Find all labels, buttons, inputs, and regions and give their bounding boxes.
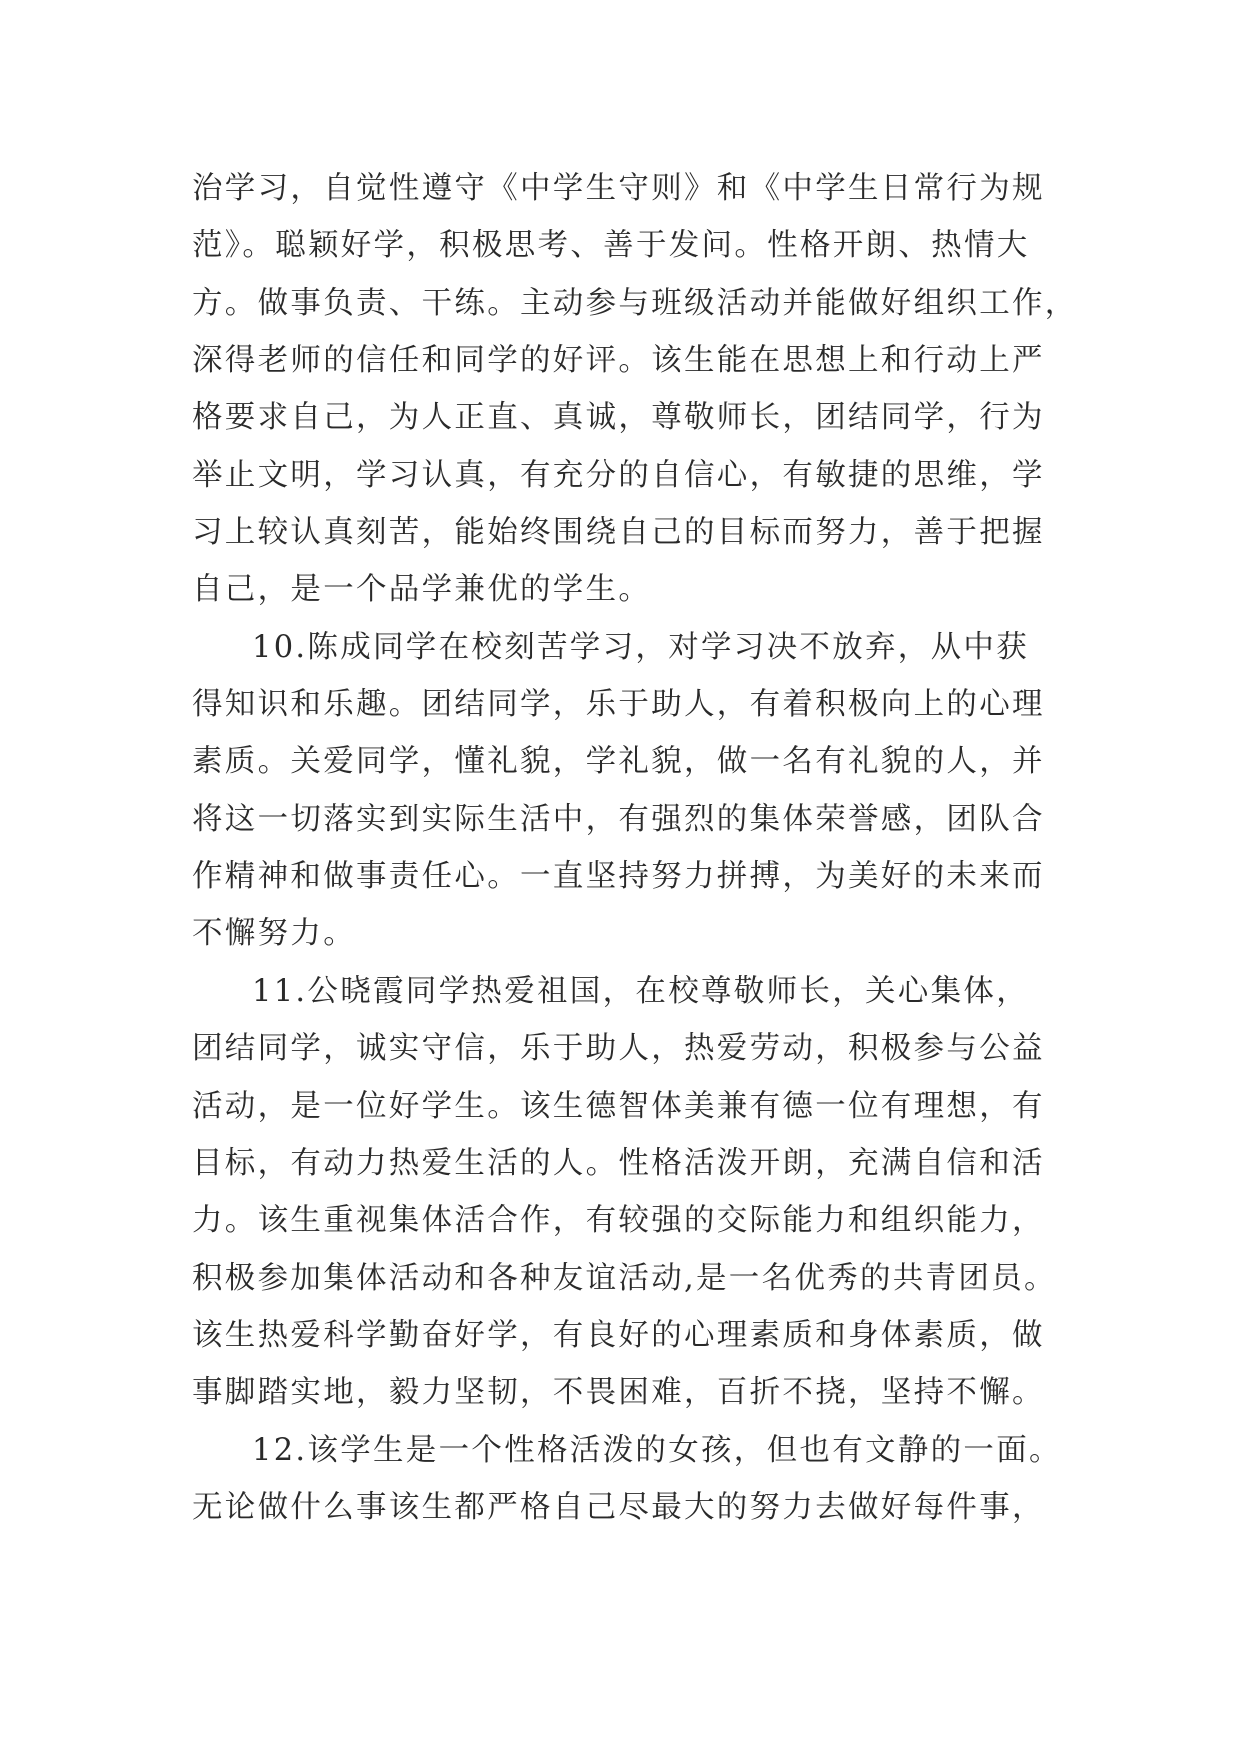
text-line: 目标，有动力热爱生活的人。性格活泼开朗，充满自信和活 [192, 1145, 1045, 1181]
paragraph-start-12: 12.该学生是一个性格活泼的女孩，但也有文静的一面。 [252, 1432, 1062, 1468]
text-line: 团结同学，诚实守信，乐于助人，热爱劳动，积极参与公益 [192, 1031, 1045, 1067]
text-line: 积极参加集体活动和各种友谊活动,是一名优秀的共青团员。 [192, 1260, 1057, 1296]
text-line: 事脚踏实地，毅力坚韧，不畏困难，百折不挠，坚持不懈。 [192, 1375, 1045, 1411]
text-line: 该生热爱科学勤奋好学，有良好的心理素质和身体素质，做 [192, 1317, 1045, 1353]
text-line: 方。做事负责、干练。主动参与班级活动并能做好组织工作， [192, 285, 1078, 321]
text-line: 深得老师的信任和同学的好评。该生能在思想上和行动上严 [192, 343, 1045, 379]
text-line: 活动，是一位好学生。该生德智体美兼有德一位有理想，有 [192, 1088, 1045, 1124]
text-line: 习上较认真刻苦，能始终围绕自己的目标而努力，善于把握 [192, 515, 1045, 551]
text-line: 无论做什么事该生都严格自己尽最大的努力去做好每件事， [192, 1489, 1045, 1525]
paragraph-start-11: 11.公晓霞同学热爱祖国，在校尊敬师长，关心集体， [252, 973, 1030, 1009]
text-line: 治学习，自觉性遵守《中学生守则》和《中学生日常行为规 [192, 171, 1045, 206]
document-body [192, 160, 1078, 1536]
paragraph-start-10: 10.陈成同学在校刻苦学习，对学习决不放弃，从中获 [252, 629, 1030, 665]
text-line: 自己，是一个品学兼优的学生。 [192, 572, 652, 608]
text-line: 格要求自己，为人正直、真诚，尊敬师长，团结同学，行为 [192, 400, 1045, 436]
text-line: 得知识和乐趣。团结同学，乐于助人，有着积极向上的心理 [192, 687, 1045, 723]
text-line: 不懈努力。 [192, 916, 356, 952]
text-line: 素质。关爱同学，懂礼貌，学礼貌，做一名有礼貌的人，并 [192, 744, 1045, 780]
text-line: 范》。聪颖好学，积极思考、善于发问。性格开朗、热情大 [192, 228, 1030, 264]
text-line: 力。该生重视集体活合作，有较强的交际能力和组织能力， [192, 1203, 1045, 1239]
text-line: 将这一切落实到实际生活中，有强烈的集体荣誉感，团队合 [192, 801, 1045, 837]
text-line: 举止文明，学习认真，有充分的自信心，有敏捷的思维，学 [192, 457, 1045, 493]
text-line: 作精神和做事责任心。一直坚持努力拼搏，为美好的未来而 [192, 859, 1045, 895]
